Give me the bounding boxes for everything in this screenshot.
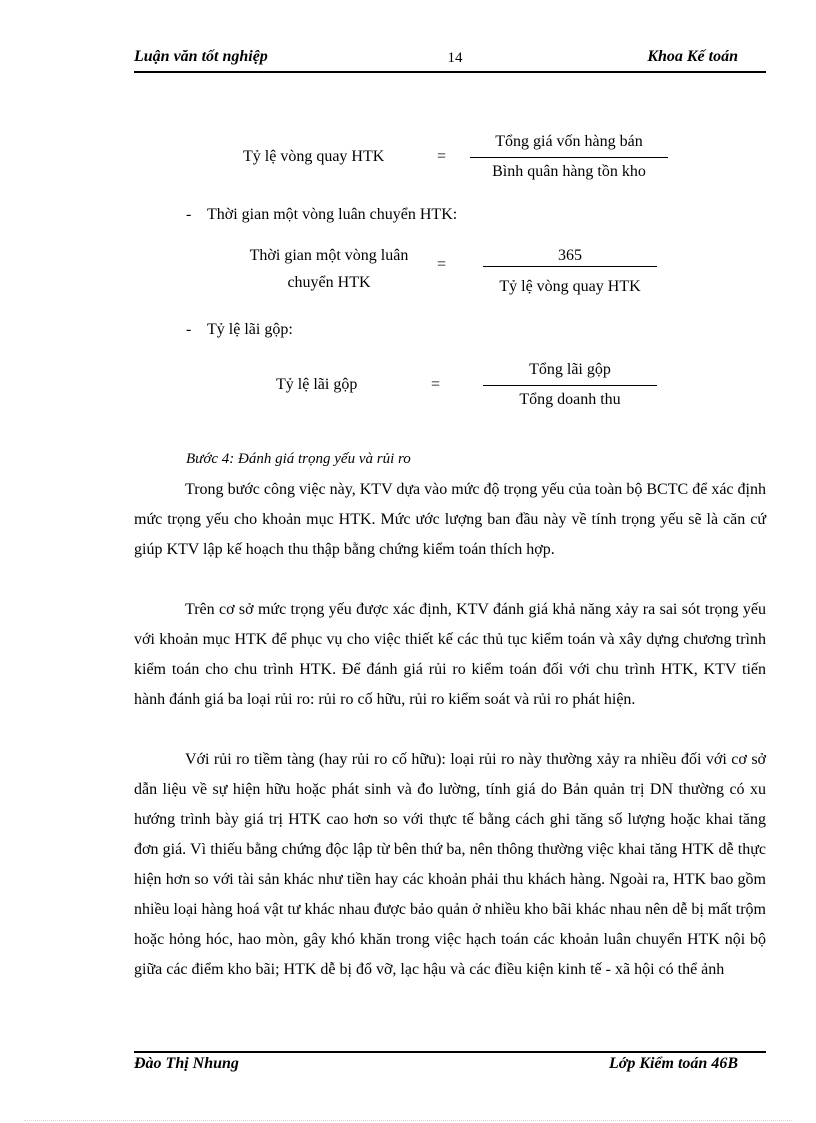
formula-lhs: Tỷ lệ lãi gộp — [276, 376, 358, 393]
paragraph-text: Với rủi ro tiềm tàng (hay rủi ro cố hữu): loại rủi ro này thường xảy ra nhiều đối với cơ sở dẫn liệu về sự hiện hữu hoặc phát sinh và đo lường, tính giá do Bản quản trị DN thường có xu hướng trình bày giá trị HTK cao hơn so với thực tế bằng cách ghi tăng số lượng hoặc khai tăng đơn giá. Vì thiếu bằng chứng độc lập từ bên thứ ba, nên thông thường việc khai tăng HTK dễ thực hiện hơn so với tài sản khác như tiền hay các khoản phải thu khách hàng. Ngoài ra, HTK bao gồm nhiều loại hàng hoá vật tư khác nhau được bảo quản ở nhiều kho bãi khác nhau nên dễ bị mất trộm hoặc hỏng hóc, hao mòn, gây khó khăn trong việc hạch toán các khoản luân chuyển HTK nội bộ giữa các điểm kho bãi; HTK dễ bị đổ vỡ, lạc hậu và các điều kiện kinh tế - xã hội có thể ảnh — [134, 751, 766, 978]
formula-lhs: Tỷ lệ vòng quay HTK — [243, 148, 385, 165]
fraction-bar — [470, 157, 668, 158]
header-rule — [134, 71, 766, 73]
page-number: 14 — [447, 50, 463, 66]
paragraph — [134, 745, 766, 985]
equals-sign: = — [437, 148, 447, 165]
bullet-label: Tỷ lệ lãi gộp: — [207, 321, 293, 338]
footer-rule — [134, 1051, 766, 1053]
formula-lhs-line2: chuyển HTK — [287, 274, 371, 291]
bullet-dash: - — [186, 321, 192, 338]
formula-denominator: Bình quân hàng tồn kho — [492, 163, 646, 180]
page-edge — [24, 1120, 792, 1121]
equals-sign: = — [431, 376, 441, 393]
paragraph-text: Trong bước công việc này, KTV dựa vào mức độ trọng yếu của toàn bộ BCTC để xác định mức trọng yếu cho khoản mục HTK. Mức ước lượng ban đầu này về tính trọng yếu sẽ là căn cứ giúp KTV lập kế hoạch thu thập bằng chứng kiểm toán thích hợp. — [134, 481, 766, 558]
bullet-dash: - — [186, 206, 192, 223]
fraction-bar — [483, 385, 657, 386]
header-left: Luận văn tốt nghiệp — [134, 48, 268, 65]
fraction-bar — [483, 266, 657, 267]
formula-lhs-line1: Thời gian một vòng luân — [249, 247, 409, 264]
bullet-label: Thời gian một vòng luân chuyển HTK: — [207, 206, 458, 223]
paragraph — [134, 595, 766, 715]
footer-right: Lớp Kiểm toán 46B — [608, 1055, 738, 1072]
equals-sign: = — [437, 256, 447, 273]
paragraph-text: Trên cơ sở mức trọng yếu được xác định, KTV đánh giá khả năng xảy ra sai sót trọng yếu với khoản mục HTK để phục vụ cho việc thiết kế các thủ tục kiểm toán và xây dựng chương trình kiểm toán cho chu trình HTK. Để đánh giá rủi ro kiểm toán đối với chu trình HTK, KTV tiến hành đánh giá ba loại rủi ro: rủi ro cố hữu, rủi ro kiểm soát và rủi ro phát hiện. — [134, 601, 766, 708]
formula-denominator: Tỷ lệ vòng quay HTK — [499, 278, 641, 295]
formula-numerator: Tổng giá vốn hàng bán — [495, 133, 643, 150]
paragraph — [134, 475, 766, 565]
formula-denominator: Tổng doanh thu — [519, 391, 621, 408]
footer-left: Đào Thị Nhung — [134, 1055, 239, 1072]
formula-numerator: Tổng lãi gộp — [529, 361, 611, 378]
header-right: Khoa Kế toán — [647, 48, 738, 65]
formula-numerator: 365 — [558, 247, 582, 264]
section-heading: Bước 4: Đánh giá trọng yếu và rủi ro — [186, 451, 411, 467]
